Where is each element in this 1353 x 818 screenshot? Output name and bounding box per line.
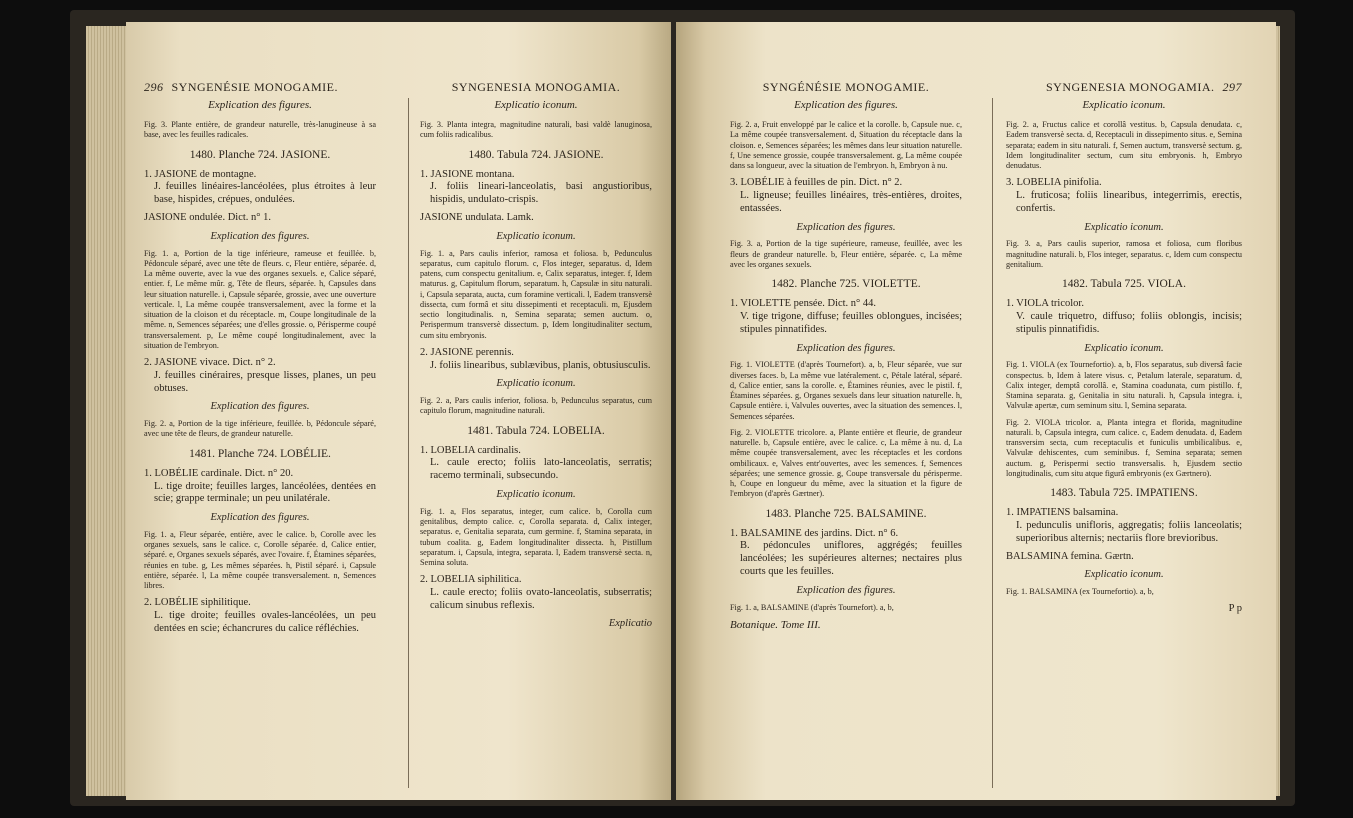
species-title: 1. BALSAMINE des jardins. Dict. n° 6. bbox=[730, 527, 899, 539]
figure-caption: Fig. 1. VIOLA (ex Tournefortio). a, b, Flos separatus, sub diversâ facie conspectus. b, Idem à latere visus. c, Petalum laterale, separatum. d, Calix integer, demptâ corollâ. e, Stamina coadunata, cum pistillo. f, Stamina separata. g, Genitalia in situ naturali. h, Capsula integra. i, Valvulæ apertæ, cum seminum situ. l, Semina separata. bbox=[1006, 360, 1242, 411]
column-divider bbox=[992, 98, 993, 788]
section-subtitle: Explicatio iconum. bbox=[496, 489, 576, 501]
species-title: 1. JASIONE de montagne. bbox=[144, 168, 257, 180]
species-title: 2. JASIONE vivace. Dict. n° 2. bbox=[144, 357, 276, 369]
left-page bbox=[126, 22, 671, 800]
running-header bbox=[1006, 80, 1242, 95]
figure-caption: Fig. 3. a, Pars caulis superior, ramosa et foliosa, cum floribus magnitudine naturali. b, Flos integer, separatus. c, Idem cum conspectu genitalium. bbox=[1006, 239, 1242, 269]
section-subtitle: Explicatio iconum. bbox=[1082, 98, 1166, 111]
figure-caption: Fig. 3. Planta integra, magnitudine naturali, basi valdè lanuginosa, cum foliis radicalibus. bbox=[420, 120, 652, 140]
header-title: SYNGÉNÉSIE MONOGAMIE. bbox=[762, 80, 930, 94]
plate-heading: 1480. Planche 724. JASIONE. bbox=[189, 148, 331, 161]
section-subtitle: Explication des figures. bbox=[796, 342, 896, 354]
column-divider bbox=[408, 98, 409, 788]
figure-caption: Fig. 2. a, Pars caulis inferior, foliosa. b, Pedunculus separatus, cum capitulo florum, magnitudine naturali. bbox=[420, 396, 652, 416]
figure-caption: Fig. 3. a, Portion de la tige supérieure, rameuse, feuillée, avec les fleurs de grandeur naturelle. b, Fleur entière, séparée. c, La même avec les organes sexuels. bbox=[730, 239, 962, 269]
figure-caption: Fig. 2. a, Portion de la tige inférieure, feuillée. b, Pédoncule séparé, avec une tête de fleurs, de grandeur naturelle. bbox=[144, 419, 376, 439]
running-header bbox=[730, 80, 962, 95]
figure-caption: Fig. 2. a, Fructus calice et corollâ vestitus. b, Capsula denudata. c, Eadem transversè secta. d, Receptaculi in dissepimento situs. e, Semina separata; eadem in situ naturali. f, Semen auctum, transversè sectum. g, Idem longitudinaliter sectum, cum situ embryonis. h, Embryo denudatus. bbox=[1006, 120, 1242, 171]
volume-footer: Botanique. Tome III. bbox=[730, 618, 821, 631]
species-description: L. caule erecto; foliis ovato-lanceolatis, subserratis; calicum sinubus reflexis. bbox=[430, 587, 652, 611]
plate-heading: 1482. Planche 725. VIOLETTE. bbox=[771, 278, 921, 291]
section-subtitle: Explication des figures. bbox=[794, 98, 898, 111]
figure-caption: Fig. 2. VIOLETTE tricolore. a, Plante entière et fleurie, de grandeur naturelle. b, Capsule entière, avec le calice. c, La même à nu. d, La même coupée transversalement, avec les réceptacles et les cordons ombilicaux. e, Valves entr'ouvertes, avec les semences. f, Semences séparées; une semence grossie. g, Coupe transversale du périsperme. h, Coupe en longueur du même, avec la situation et la figure de l'embryon (d'après Gærtner). bbox=[730, 427, 962, 499]
species-description: L. tige droite; feuilles larges, lancéolées, dentées en scie; grappe terminale; un peu unilatérale. bbox=[154, 480, 376, 505]
species-description: J. feuilles cinéraires, presque lisses, planes, un peu obtuses. bbox=[154, 369, 376, 394]
plate-heading: 1481. Tabula 724. LOBELIA. bbox=[467, 424, 605, 437]
species-description: I. pedunculis unifloris, aggregatis; foliis lanceolatis; superioribus alternis; nectariis flore brevioribus. bbox=[1016, 519, 1242, 544]
figure-caption: Fig. 1. a, BALSAMINE (d'après Tournefort). a, b, bbox=[730, 602, 894, 612]
plate-heading: 1483. Tabula 725. IMPATIENS. bbox=[1050, 487, 1198, 500]
figure-caption: Fig. 1. VIOLETTE (d'après Tournefort). a, b, Fleur séparée, vue sur diverses faces. b, La même vue latéralement. c, Pétale latéral, séparé. d, Calice entier, sans la corolle. e, Étamines réunies, avec le pistil. f, Étamines séparées. g, Organes sexuels dans leur situation naturelle. h, Capsule entière. i, Valvules ouvertes, avec la situation des semences. l, Semences séparées. bbox=[730, 360, 962, 421]
figure-caption: Fig. 1. a, Flos separatus, integer, cum calice. b, Corolla cum genitalibus, dempto calice. c, Corolla separata. d, Calix integer, separatus. e, Genitalia separata, cum germine. f, Stamina separata, in tubum coalita. g, Eadem longitudinaliter dissecta. h, Pistillum separatum. i, Capsula, integra, separata. l, Eadem transversè secta. n, Semina soluta. bbox=[420, 506, 652, 568]
right-page bbox=[676, 22, 1276, 800]
species-title: 3. LOBÉLIE à feuilles de pin. Dict. n° 2. bbox=[730, 177, 903, 189]
section-subtitle: Explicatio iconum. bbox=[496, 378, 576, 390]
plate-heading: 1481. Planche 724. LOBÉLIE. bbox=[189, 447, 331, 460]
page-number: 297 bbox=[1222, 80, 1242, 94]
section-subtitle: Explicatio iconum. bbox=[1084, 569, 1164, 581]
species-title: 1. LOBELIA cardinalis. bbox=[420, 444, 521, 456]
section-subtitle: Explication des figures. bbox=[210, 512, 310, 524]
species-title: 1. IMPATIENS balsamina. bbox=[1006, 507, 1119, 519]
right-page-french-column bbox=[730, 80, 962, 632]
section-subtitle: Explication des figures. bbox=[208, 98, 312, 111]
left-page-edges bbox=[86, 26, 126, 796]
species-reference: JASIONE undulata. Lamk. bbox=[420, 211, 534, 223]
catchword: Explicatio bbox=[608, 617, 652, 629]
species-title: 1. VIOLA tricolor. bbox=[1006, 298, 1084, 310]
figure-caption: Fig. 1. a, Portion de la tige inférieure, rameuse et feuillée. b, Pédoncule séparé, avec une tête de fleurs. c, Fleur entière, séparée. d, La même ouverte, avec la vue des organes sexuels. e, Calice séparé, entier. f, Le même mûr. g, Tête de fleurs, séparée. h, Capsules dans leur situation naturelle. i, Capsule séparée, grossie, avec une ouverture verticale. l, La même coupée transversalement, avec la forme et la situation de la cloison et du réceptacle. m, Coupe longitudinale de la même. n, Semences séparées; une d'elles grossie. o, Périsperme coupé transversalement. p, Le même coupé longitudinalement, avec la situation de l'embryon. bbox=[144, 248, 376, 350]
species-reference: BALSAMINA femina. Gærtn. bbox=[1006, 550, 1134, 562]
section-subtitle: Explication des figures. bbox=[796, 584, 896, 596]
species-description: J. foliis linearibus, sublævibus, planis, obtusiusculis. bbox=[430, 359, 651, 371]
figure-caption: Fig. 2. VIOLA tricolor. a, Planta integra et florida, magnitudine naturali. b, Capsula integra, cum calice. c, Eadem denudata. d, Eadem transversim secta, cum receptaculis et funiculis umbilicalibus. e, Valvulæ dehiscentes, cum seminibus. f, Semina separata; semen auctum. g, Perispermi sectio transversalis. h, Ejusdem sectio longitudinalis, cum situ atque figurâ embryonis (ex Gærtnero). bbox=[1006, 417, 1242, 478]
section-subtitle: Explicatio iconum. bbox=[1084, 342, 1164, 354]
figure-caption: Fig. 2. a, Fruit enveloppé par le calice et la corolle. b, Capsule nue. c, La même coupée transversalement. d, Situation du réceptacle dans la cloison. e, Semences séparées; les mêmes dans leur situation naturelle. f, Une semence grossie, coupée transversalement. g, La même coupée dans sa longueur, avec la situation de l'embryon. h, Embryon à nu. bbox=[730, 120, 962, 171]
section-subtitle: Explication des figures. bbox=[210, 401, 310, 413]
running-header bbox=[420, 80, 652, 95]
species-description: J. feuilles linéaires-lancéolées, plus étroites à leur base, hispides, crépues, ondulées. bbox=[154, 181, 376, 206]
species-description: V. caule triquetro, diffuso; foliis oblongis, incisis; stipulis pinnatifidis. bbox=[1016, 311, 1242, 335]
species-title: 3. LOBELIA pinifolia. bbox=[1006, 177, 1102, 189]
species-description: L. tige droite; feuilles ovales-lancéolées, un peu dentées en scie; échancrures du calice réfléchies. bbox=[154, 610, 376, 635]
plate-heading: 1482. Tabula 725. VIOLA. bbox=[1062, 278, 1186, 291]
section-subtitle: Explication des figures. bbox=[210, 230, 310, 242]
figure-caption: Fig. 3. Plante entière, de grandeur naturelle, très-lanugineuse à sa base, avec les feuilles radicales. bbox=[144, 120, 376, 140]
species-reference: JASIONE ondulée. Dict. n° 1. bbox=[144, 211, 271, 223]
species-description: L. fruticosa; foliis linearibus, integerrimis, erectis, confertis. bbox=[1016, 190, 1242, 214]
species-description: L. ligneuse; feuilles linéaires, très-entières, droites, entassées. bbox=[740, 190, 962, 214]
species-title: 2. LOBÉLIE siphilitique. bbox=[144, 597, 251, 609]
section-subtitle: Explicatio iconum. bbox=[1084, 221, 1164, 233]
species-title: 1. VIOLETTE pensée. Dict. n° 44. bbox=[730, 298, 877, 310]
species-description: B. pédoncules uniflores, aggrégés; feuilles lancéolées; les supérieures alternes; nectaires plus courts que les feuilles. bbox=[740, 540, 962, 578]
header-title: SYNGENÉSIE MONOGAMIE. bbox=[171, 80, 338, 94]
open-book bbox=[70, 10, 1295, 806]
figure-caption: Fig. 1. a, Fleur séparée, entière, avec le calice. b, Corolle avec les organes sexuels, sans le calice. c, Corolle séparée. d, Calice entier, séparé. e, Organes sexuels séparés, avec l'ovaire. f, Étamines séparées, réunies en tube. g, Les mêmes séparées. h, Pistil séparé. i, Capsule entière, séparée. l, La même coupée transversalement. n, Semences libres. bbox=[144, 529, 376, 591]
figure-caption: Fig. 1. BALSAMINA (ex Tournefortio). a, b, bbox=[1006, 587, 1154, 597]
left-page-french-column bbox=[144, 80, 376, 641]
species-title: 2. JASIONE perennis. bbox=[420, 346, 514, 358]
species-description: L. caule erecto; foliis lato-lanceolatis, serratis; racemo terminali, subsecundo. bbox=[430, 457, 652, 482]
species-description: J. foliis lineari-lanceolatis, basi angustioribus, hispidis, undulato-crispis. bbox=[430, 181, 652, 206]
species-title: 2. LOBELIA siphilitica. bbox=[420, 574, 522, 586]
species-description: V. tige trigone, diffuse; feuilles oblongues, incisées; stipules pinnatifides. bbox=[740, 311, 962, 335]
plate-heading: 1480. Tabula 724. JASIONE. bbox=[468, 148, 604, 161]
section-subtitle: Explication des figures. bbox=[796, 221, 896, 233]
section-subtitle: Explicatio iconum. bbox=[494, 98, 578, 111]
header-title: SYNGENESIA MONOGAMIA. bbox=[451, 80, 621, 94]
section-subtitle: Explicatio iconum. bbox=[496, 230, 576, 242]
figure-caption: Fig. 1. a, Pars caulis inferior, ramosa et foliosa. b, Pedunculus separatus, cum capitulo florum. c, Flos integer, separatus. d, Idem patens, cum conspectu genitalium. e, Calix separatus, integer. f, Idem maturus. g, Capitulum florum, separatum. h, Capsulæ in situ naturali. i, Capsula separata, aucta, cum foramine verticali. l, Eadem transversè dissecta, cum formâ et situ dissepimenti et receptaculi. m, Ejusdem sectio longitudinalis. n, Semina separata; semen auctum. o, Perispermum transversè dissectum. p, Idem longitudinaliter sectum, cum situ embryonis. bbox=[420, 248, 652, 340]
running-header bbox=[144, 80, 376, 95]
species-title: 1. JASIONE montana. bbox=[420, 168, 515, 180]
page-number: 296 bbox=[144, 80, 164, 94]
left-page-latin-column bbox=[420, 80, 652, 631]
header-title: SYNGENESIA MONOGAMIA. bbox=[1045, 80, 1215, 94]
plate-heading: 1483. Planche 725. BALSAMINE. bbox=[765, 507, 927, 520]
right-page-latin-column bbox=[1006, 80, 1242, 616]
species-title: 1. LOBÉLIE cardinale. Dict. n° 20. bbox=[144, 467, 294, 479]
printer-signature: P p bbox=[1228, 603, 1242, 615]
